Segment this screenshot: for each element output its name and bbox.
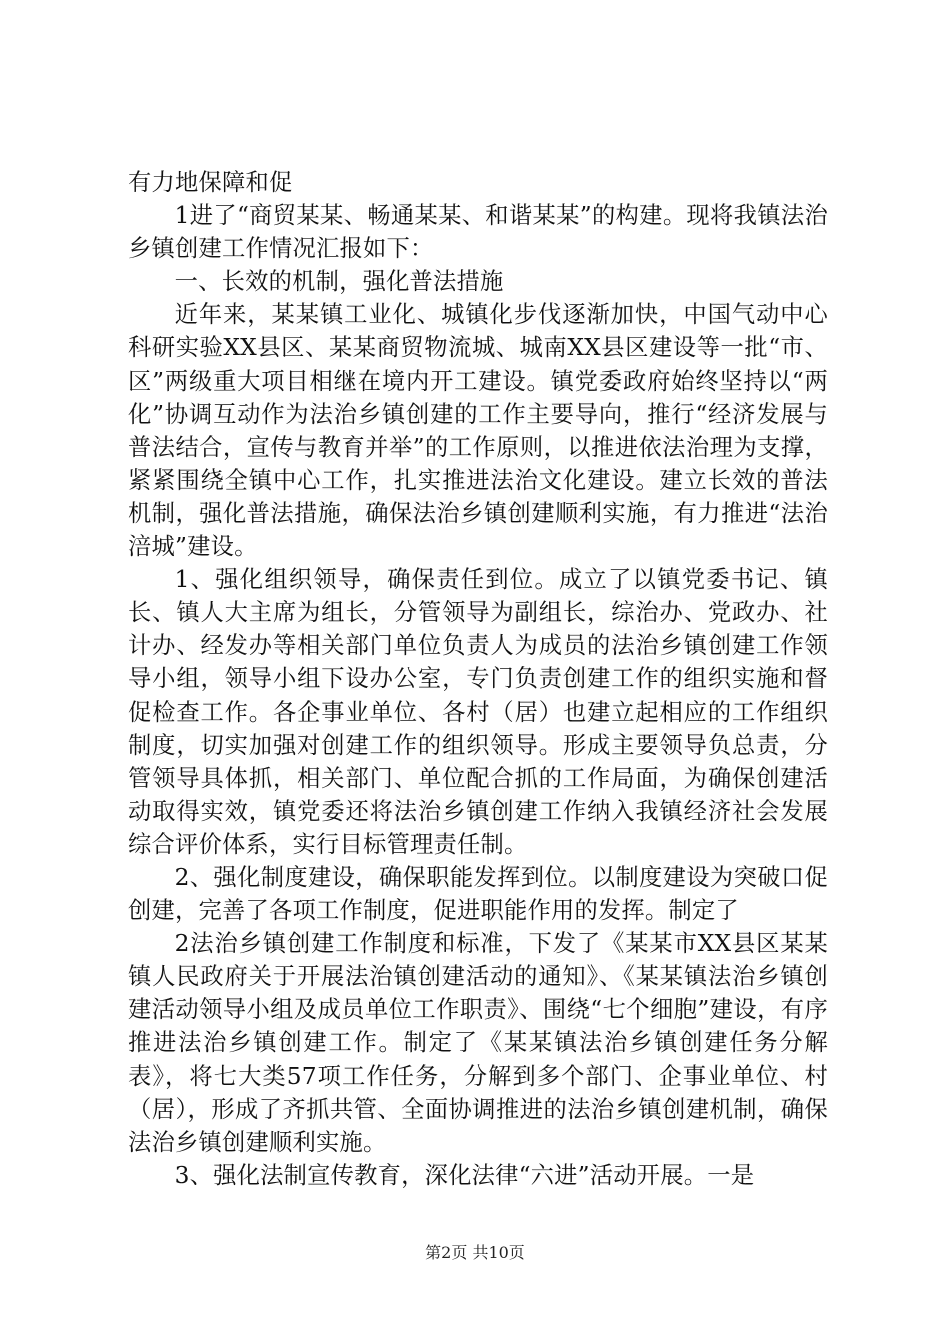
- paragraph-5: 2、强化制度建设，确保职能发挥到位。以制度建设为突破口促创建，完善了各项工作制度，促进职能作用的发挥。制定了: [128, 863, 828, 925]
- paragraph-0: 有力地保障和促: [128, 169, 293, 196]
- page-footer: [0, 1243, 950, 1263]
- section-heading-1: 一、长效的机制，强化普法措施: [174, 268, 504, 296]
- document-body: [128, 166, 828, 1192]
- paragraph-7: 3、强化法制宣传教育，深化法律“六进”活动开展。一是: [174, 1161, 755, 1189]
- paragraph-3: 近年来，某某镇工业化、城镇化步伐逐渐加快，中国气动中心科研实验XX县区、某某商贸物流城、城南XX县区建设等一批“市、区”两级重大项目相继在境内开工建设。镇党委政府始终坚持以“两化”协调互动作为法治乡镇创建的工作主要导向，推行“经济发展与普法结合，宣传与教育并举”的工作原则，以推进依法治理为支撑，紧紧围绕全镇中心工作，扎实推进法治文化建设。建立长效的普法机制，强化普法措施，确保法治乡镇创建顺利实施，有力推进“法治涪城”建设。: [128, 301, 828, 561]
- page-number-label: 第2页 共10页: [425, 1243, 525, 1262]
- paragraph-1: 1进了“商贸某某、畅通某某、和谐某某”的构建。现将我镇法治乡镇创建工作情况汇报如下：: [128, 202, 828, 263]
- paragraph-4: 1、强化组织领导，确保责任到位。成立了以镇党委书记、镇长、镇人大主席为组长，分管领导为副组长，综治办、党政办、社计办、经发办等相关部门单位负责人为成员的法治乡镇创建工作领导小组，领导小组下设办公室，专门负责创建工作的组织实施和督促检查工作。各企事业单位、各村（居）也建立起相应的工作组织制度，切实加强对创建工作的组织领导。形成主要领导负总责，分管领导具体抓，相关部门、单位配合抓的工作局面，为确保创建活动取得实效，镇党委还将法治乡镇创建工作纳入我镇经济社会发展综合评价体系，实行目标管理责任制。: [128, 566, 828, 858]
- paragraph-6: 2法治乡镇创建工作制度和标准，下发了《某某市XX县区某某镇人民政府关于开展法治镇创建活动的通知》、《某某镇法治乡镇创建活动领导小组及成员单位工作职责》、围绕“七个细胞”建设，有序推进法治乡镇创建工作。制定了《某某镇法治乡镇创建任务分解表》，将七大类57项工作任务，分解到多个部门、企事业单位、村（居），形成了齐抓共管、全面协调推进的法治乡镇创建机制，确保法治乡镇创建顺利实施。: [128, 930, 828, 1156]
